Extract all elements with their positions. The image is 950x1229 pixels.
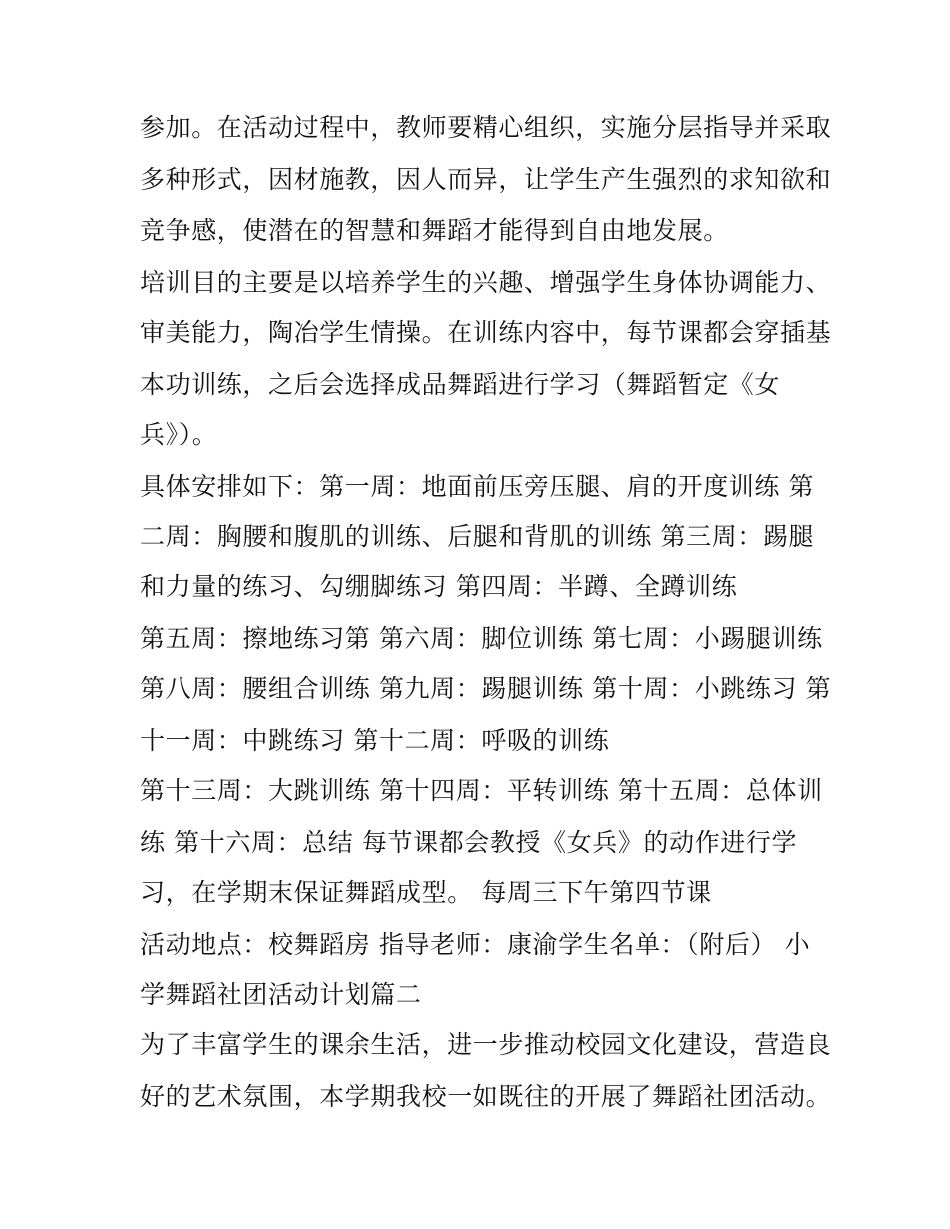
text-line: 为了丰富学生的课余生活，进一步推动校园文化建设，营造良 bbox=[140, 1030, 832, 1059]
text-line: 活动地点：校舞蹈房 指导老师：康渝学生名单：（附后） 小 bbox=[140, 930, 811, 959]
text-line: 练 第十六周：总结 每节课都会教授《女兵》的动作进行学 bbox=[140, 828, 798, 857]
text-line: 兵》）。 bbox=[140, 420, 218, 449]
text-line: 和力量的练习、勾绷脚练习 第四周：半蹲、全蹲训练 bbox=[140, 572, 738, 601]
text-line: 第五周：擦地练习第 第六周：脚位训练 第七周：小踢腿训练 bbox=[140, 624, 823, 653]
text-line: 学舞蹈社团活动计划篇二 bbox=[140, 980, 422, 1009]
text-line: 具体安排如下：第一周：地面前压旁压腿、肩的开度训练 第 bbox=[140, 472, 815, 501]
text-line: 本功训练，之后会选择成品舞蹈进行学习（舞蹈暂定《女 bbox=[140, 370, 781, 399]
text-line: 第十三周：大跳训练 第十四周：平转训练 第十五周：总体训 bbox=[140, 776, 823, 805]
text-line: 习，在学期末保证舞蹈成型。 每周三下午第四节课 bbox=[140, 878, 712, 907]
text-line: 参加。在活动过程中，教师要精心组织，实施分层指导并采取 bbox=[140, 113, 832, 142]
text-line: 多种形式，因材施教，因人而异，让学生产生强烈的求知欲和 bbox=[140, 165, 832, 194]
text-line: 培训目的主要是以培养学生的兴趣、增强学生身体协调能力、 bbox=[140, 268, 832, 297]
text-line: 十一周：中跳练习 第十二周：呼吸的训练 bbox=[140, 726, 610, 755]
text-line: 第八周：腰组合训练 第九周：踢腿训练 第十周：小跳练习 第 bbox=[140, 674, 832, 703]
text-line: 二周：胸腰和腹肌的训练、后腿和背肌的训练 第三周：踢腿 bbox=[140, 522, 815, 551]
text-line: 好的艺术氛围，本学期我校一如既往的开展了舞蹈社团活动。 bbox=[140, 1082, 832, 1111]
text-line: 审美能力，陶冶学生情操。在训练内容中，每节课都会穿插基 bbox=[140, 318, 832, 347]
text-line: 竞争感，使潜在的智慧和舞蹈才能得到自由地发展。 bbox=[140, 216, 729, 245]
